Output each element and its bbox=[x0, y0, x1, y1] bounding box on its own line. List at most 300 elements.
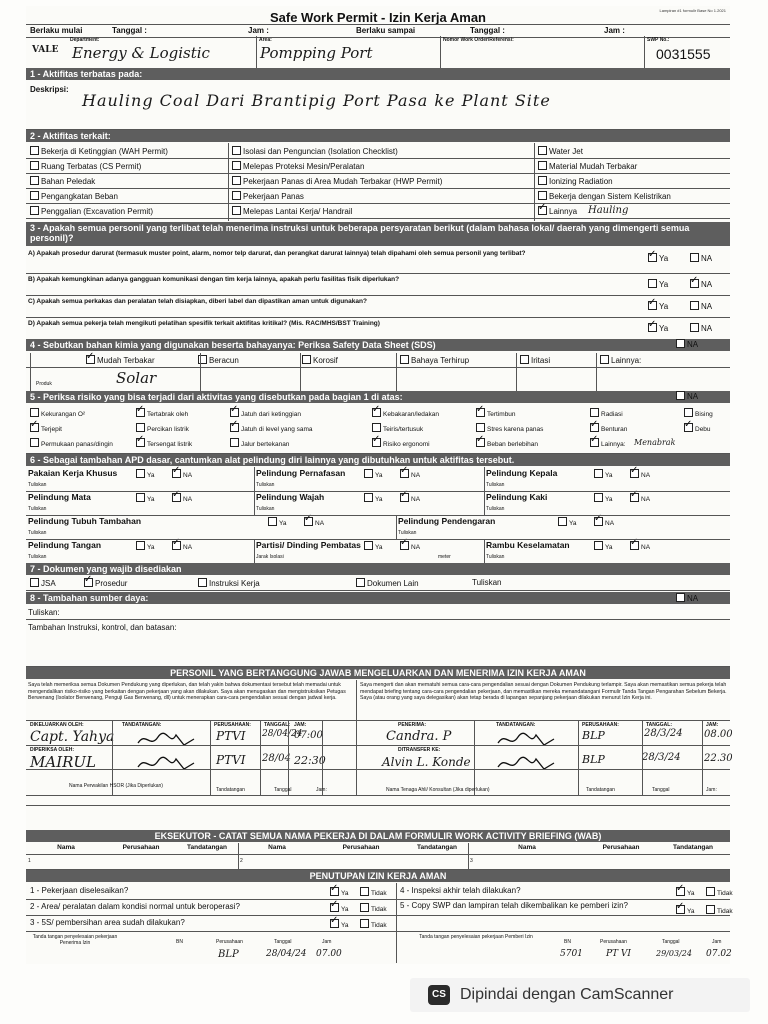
personil-r2_p_jam: 22.30 bbox=[704, 753, 733, 764]
section-1-header: 1 - Aktifitas terbatas pada: bbox=[26, 68, 730, 80]
s5-lainnya-value: Menabrak bbox=[634, 438, 676, 447]
personil-r1_p_perusahaan: BLP bbox=[582, 729, 605, 742]
s2-item bbox=[538, 176, 613, 186]
s2-checkbox[interactable] bbox=[232, 161, 241, 170]
s6-tuliskan: Tuliskan bbox=[256, 506, 275, 512]
penutupan-tidak-checkbox[interactable] bbox=[706, 887, 715, 896]
s5-item bbox=[476, 408, 516, 418]
signature bbox=[496, 753, 556, 773]
s5-checkbox[interactable] bbox=[476, 423, 485, 432]
s6-tuliskan: Tuliskan bbox=[398, 530, 417, 536]
s3-na bbox=[690, 253, 712, 263]
s4-na-checkbox[interactable] bbox=[676, 339, 685, 348]
s6-na-label: NA bbox=[183, 544, 193, 551]
personil-declaration-row bbox=[26, 680, 730, 721]
personil-f-tanggal: Tanggal bbox=[274, 787, 292, 793]
section-7-header: 7 - Dokumen yang wajib disediakan bbox=[26, 563, 730, 575]
jam2-label: Jam : bbox=[604, 26, 625, 35]
s6-ya-label: Ya bbox=[375, 544, 383, 551]
s5-item-label: Jatuh dari ketinggian bbox=[241, 411, 301, 418]
penutupan-grid bbox=[26, 883, 733, 963]
s5-checkbox[interactable] bbox=[590, 438, 599, 447]
s2-item bbox=[232, 206, 352, 216]
s5-checkbox[interactable] bbox=[30, 423, 39, 432]
s6-na-checkbox[interactable] bbox=[172, 493, 181, 502]
s6-na-checkbox[interactable] bbox=[400, 541, 409, 550]
penutupan-ya bbox=[676, 905, 694, 915]
s2-item-label: Isolasi dan Penguncian (Isolation Checklist) bbox=[243, 147, 398, 156]
s4-item bbox=[600, 355, 641, 365]
s5-checkbox[interactable] bbox=[230, 408, 239, 417]
s6-item-label: Rambu Keselamatan bbox=[486, 540, 570, 550]
personil-r2_nama: MAIRUL bbox=[30, 753, 97, 771]
penutupan-tidak-label: Tidak bbox=[371, 906, 387, 913]
s2-item bbox=[30, 161, 141, 171]
s6-ya-checkbox[interactable] bbox=[364, 469, 373, 478]
penutupan-h-perusahaan: Perusahaan bbox=[216, 939, 243, 945]
personil-r-h_perusahaan: PERUSAHAAN: bbox=[582, 722, 619, 728]
s2-item-label: Pengangkatan Beban bbox=[41, 192, 118, 201]
s7-checkbox[interactable] bbox=[356, 578, 365, 587]
eksekutor-grid bbox=[26, 843, 730, 869]
penutupan-tidak-label: Tidak bbox=[371, 890, 387, 897]
s6-na-label: NA bbox=[411, 544, 421, 551]
s6-ya-label: Ya bbox=[375, 496, 383, 503]
s6-na bbox=[172, 493, 192, 503]
s5-item bbox=[230, 423, 313, 433]
s3-question: A) Apakah prosedur darurat (termasuk muster point, alarm, nomor telp darurat, dan perangkat darurat lainnya) telah dipahami oleh semua personil yang terlibat? bbox=[28, 250, 526, 257]
s5-item-label: Teiris/tertusuk bbox=[383, 426, 424, 433]
penutupan-tidak-checkbox[interactable] bbox=[360, 887, 369, 896]
penutupan-ya-checkbox[interactable] bbox=[330, 903, 339, 912]
s6-na bbox=[172, 541, 192, 551]
s5-checkbox[interactable] bbox=[136, 423, 145, 432]
s2-item bbox=[30, 206, 153, 216]
s7-checkbox[interactable] bbox=[30, 578, 39, 587]
s3-na-label: NA bbox=[701, 324, 713, 333]
s5-item-label: Permukaan panas/dingin bbox=[41, 441, 113, 448]
personil-f-tandatangan: Tandatangan bbox=[216, 787, 245, 793]
camscanner-badge bbox=[410, 978, 750, 1012]
s2-item-label: Melepas Proteksi Mesin/Peralatan bbox=[243, 162, 365, 171]
s5-checkbox[interactable] bbox=[30, 408, 39, 417]
s2-item bbox=[30, 146, 168, 156]
penutupan-v-tanggal: 28/04/24 bbox=[266, 949, 307, 959]
section-8-na: NA bbox=[676, 593, 698, 603]
personil-r1_penerima: Candra. P bbox=[386, 729, 452, 744]
s6-ya-checkbox[interactable] bbox=[364, 541, 373, 550]
s6-ya-label: Ya bbox=[375, 472, 383, 479]
eksekutor-col-header: Nama bbox=[268, 844, 286, 851]
s6-ya-checkbox[interactable] bbox=[558, 517, 567, 526]
s5-item bbox=[30, 408, 85, 418]
personil-r2_perusahaan: PTVI bbox=[216, 753, 246, 767]
s6-ya-checkbox[interactable] bbox=[268, 517, 277, 526]
s6-na bbox=[630, 493, 650, 503]
s5-item-label: Radiasi bbox=[601, 411, 623, 418]
s5-item-label: Kebakaran/ledakan bbox=[383, 411, 440, 418]
s3-ya-checkbox[interactable] bbox=[648, 253, 657, 262]
s6-na-label: NA bbox=[605, 520, 615, 527]
area-value: Pompping Port bbox=[260, 44, 373, 62]
s5-item bbox=[684, 423, 711, 433]
s2-checkbox[interactable] bbox=[538, 161, 547, 170]
s6-na-checkbox[interactable] bbox=[630, 493, 639, 502]
personil-r-h_jam: JAM: bbox=[706, 722, 719, 728]
penutupan-ya bbox=[676, 887, 694, 897]
s5-item bbox=[684, 408, 713, 418]
s7-item bbox=[30, 578, 56, 588]
s5-item bbox=[590, 438, 626, 448]
s3-ya bbox=[648, 301, 668, 311]
s5-item-label: Jatuh di level yang sama bbox=[241, 426, 313, 433]
s3-na-checkbox[interactable] bbox=[690, 253, 699, 262]
section-8-tuliskan-row bbox=[26, 605, 730, 620]
s2-checkbox[interactable] bbox=[30, 146, 39, 155]
personil-r1_tanggal: 28/04/24 bbox=[262, 729, 303, 739]
s5-item-label: Debu bbox=[695, 426, 711, 433]
s6-ya bbox=[364, 493, 382, 503]
s4-checkbox[interactable] bbox=[520, 355, 529, 364]
s2-item-label: Material Mudah Terbakar bbox=[549, 162, 638, 171]
s6-na-checkbox[interactable] bbox=[172, 469, 181, 478]
s6-na-label: NA bbox=[641, 472, 651, 479]
s5-checkbox[interactable] bbox=[136, 438, 145, 447]
page-title: Safe Work Permit - Izin Kerja Aman bbox=[269, 10, 486, 25]
penutupan-v2-jam: 07.02 bbox=[706, 949, 732, 959]
penutupan-ya-checkbox[interactable] bbox=[330, 887, 339, 896]
s4-item bbox=[302, 355, 338, 365]
s5-item bbox=[372, 423, 423, 433]
s5-na-checkbox[interactable] bbox=[676, 391, 685, 400]
s6-na-label: NA bbox=[641, 496, 651, 503]
personil-h_perusahaan: PERUSAHAAN: bbox=[214, 722, 251, 728]
s6-na bbox=[400, 469, 420, 479]
s6-tuliskan: Tuliskan bbox=[486, 554, 505, 560]
s5-item-label: Risiko ergonomi bbox=[383, 441, 430, 448]
jam1-label: Jam : bbox=[248, 26, 269, 35]
s2-item-label: Ionizing Radiation bbox=[549, 177, 613, 186]
s5-item-label: Percikan listrik bbox=[147, 426, 189, 433]
s5-checkbox[interactable] bbox=[136, 408, 145, 417]
section-5-na: NA bbox=[676, 391, 698, 401]
s3-ya-checkbox[interactable] bbox=[648, 301, 657, 310]
s2-checkbox[interactable] bbox=[232, 146, 241, 155]
personil-ditransfer: DITRANSFER KE: bbox=[398, 747, 441, 753]
s6-ya-label: Ya bbox=[605, 472, 613, 479]
s6-ya-checkbox[interactable] bbox=[594, 541, 603, 550]
s6-tuliskan: Tuliskan bbox=[28, 482, 47, 488]
s3-na-checkbox[interactable] bbox=[690, 323, 699, 332]
s2-checkbox[interactable] bbox=[538, 191, 547, 200]
swp-number: 0031555 bbox=[656, 46, 711, 62]
s6-na-checkbox[interactable] bbox=[400, 493, 409, 502]
s5-item-label: Beban berlebihan bbox=[487, 441, 538, 448]
s2-checkbox[interactable] bbox=[538, 176, 547, 185]
s6-item-label: Pelindung Kaki bbox=[486, 492, 548, 502]
s4-item-label: Mudah Terbakar bbox=[97, 356, 155, 365]
s3-question: D) Apakah semua pekerja telah mengikuti pelatihan spesifik terkait aktifitas kritikal? (Mis. RAC/MHS/BST Training) bbox=[28, 320, 380, 327]
s3-na bbox=[690, 323, 712, 333]
s6-ya-label: Ya bbox=[147, 544, 155, 551]
s6-na-checkbox[interactable] bbox=[172, 541, 181, 550]
s5-item bbox=[590, 423, 627, 433]
s2-checkbox[interactable] bbox=[30, 176, 39, 185]
s3-question: C) Apakah semua perkakas dan peralatan telah disiapkan, diberi label dan dipastikan aman untuk digunakan? bbox=[28, 298, 367, 305]
s6-meter: meter bbox=[438, 554, 451, 560]
form-reference: Lampiran #1 formulir Base No 1.2021 bbox=[659, 8, 726, 13]
personil-diperiksa: DIPERIKSA OLEH: bbox=[30, 747, 74, 753]
deskripsi-value: Hauling Coal Dari Brantipig Port Pasa ke Plant Site bbox=[82, 91, 551, 110]
s5-item bbox=[476, 423, 543, 433]
tanggal2-label: Tanggal : bbox=[470, 26, 505, 35]
s6-na bbox=[304, 517, 324, 527]
s2-checkbox[interactable] bbox=[538, 146, 547, 155]
s6-ya bbox=[364, 541, 382, 551]
signature bbox=[136, 753, 196, 773]
s4-checkbox[interactable] bbox=[400, 355, 409, 364]
s5-checkbox[interactable] bbox=[590, 408, 599, 417]
s5-checkbox[interactable] bbox=[590, 423, 599, 432]
s8-na-checkbox[interactable] bbox=[676, 593, 685, 602]
penutupan-ya-label: Ya bbox=[341, 890, 349, 897]
s2-item-label: Pekerjaan Panas di Area Mudah Terbakar (HWP Permit) bbox=[243, 177, 443, 186]
personil-r2_penerima: Alvin L. Konde bbox=[382, 755, 471, 769]
s2-item-label: Bekerja di Ketinggian (WAH Permit) bbox=[41, 147, 168, 156]
s5-checkbox[interactable] bbox=[30, 438, 39, 447]
s2-item bbox=[232, 146, 398, 156]
section-7-row bbox=[26, 576, 730, 591]
s2-checkbox[interactable] bbox=[232, 191, 241, 200]
personil-h_tanggal: TANGGAL: bbox=[264, 722, 291, 728]
s5-checkbox[interactable] bbox=[230, 438, 239, 447]
s6-na-label: NA bbox=[411, 472, 421, 479]
s5-item-label: Terjepit bbox=[41, 426, 62, 433]
s6-na bbox=[400, 541, 420, 551]
department-value: Energy & Logistic bbox=[72, 44, 210, 62]
s6-ya bbox=[594, 469, 612, 479]
s5-checkbox[interactable] bbox=[684, 423, 693, 432]
s5-item-label: Bising bbox=[695, 411, 713, 418]
s5-checkbox[interactable] bbox=[372, 423, 381, 432]
s2-checkbox[interactable] bbox=[30, 191, 39, 200]
section-4-header: 4 - Sebutkan bahan kimia yang digunakan beserta bahayanya: Periksa Safety Data Sheet (SDS) bbox=[26, 339, 730, 351]
s2-item-label: Ruang Terbatas (CS Permit) bbox=[41, 162, 142, 171]
personil-r1_p_tanggal: 28/3/24 bbox=[644, 728, 683, 739]
personil-r1_jam: 07:00 bbox=[294, 730, 323, 741]
penutupan-ya-checkbox[interactable] bbox=[676, 905, 685, 914]
s2-checkbox[interactable] bbox=[30, 206, 39, 215]
s6-na-label: NA bbox=[411, 496, 421, 503]
personil-left-text: Saya telah memeriksa semua Dokumen Pendukung yang diperlukan, dan telah yakin bahwa dokumentasi tersebut telah memadai untuk mengendalikan risiko-risiko yang berkaitan dengan pekerjaan yang akan dilakukan. Saya akan menugaskan dan mengistruksikan Petugas Berwenang (Isolator Berwenang, Penguji Gas Berwenang, dll) untuk menerapkan cara-cara pengendalian sesuai dengan jadwal kerja. bbox=[28, 682, 346, 701]
s2-lainnya-value: Hauling bbox=[588, 205, 629, 216]
berlaku-mulai-label: Berlaku mulai bbox=[30, 26, 83, 35]
penutupan-ya-label: Ya bbox=[341, 906, 349, 913]
s7-checkbox[interactable] bbox=[198, 578, 207, 587]
penutupan-q1: 1 - Pekerjaan diselesaikan? bbox=[30, 886, 129, 895]
s6-ya-label: Ya bbox=[605, 496, 613, 503]
s5-checkbox[interactable] bbox=[372, 408, 381, 417]
tanggal1-label: Tanggal : bbox=[112, 26, 147, 35]
s6-na-checkbox[interactable] bbox=[630, 469, 639, 478]
s4-checkbox[interactable] bbox=[600, 355, 609, 364]
section-5-grid bbox=[26, 405, 730, 453]
s2-item bbox=[30, 176, 95, 186]
s6-na-checkbox[interactable] bbox=[400, 469, 409, 478]
s6-item-label: Pelindung Tubuh Tambahan bbox=[28, 516, 142, 526]
penutupan-ya-checkbox[interactable] bbox=[676, 887, 685, 896]
s6-item-label: Pelindung Kepala bbox=[486, 468, 558, 478]
s3-ya-label: Ya bbox=[659, 324, 669, 333]
penutupan-h1: Tanda tangan penyelesaian pekerjaan Penerima Izin bbox=[32, 934, 118, 946]
penutupan-h-perusahaan2: Perusahaan bbox=[600, 939, 627, 945]
s6-na-checkbox[interactable] bbox=[630, 541, 639, 550]
penutupan-h-tanggal2: Tanggal bbox=[662, 939, 680, 945]
s4-item-label: Beracun bbox=[209, 356, 239, 365]
s6-ya-checkbox[interactable] bbox=[364, 493, 373, 502]
s8-tuliskan: Tuliskan: bbox=[28, 608, 60, 617]
s7-item-label: Prosedur bbox=[95, 579, 128, 588]
s2-item-label: Lainnya bbox=[549, 207, 578, 216]
s6-item-label: Pelindung Tangan bbox=[28, 540, 102, 550]
personil-f-jam: Jam: bbox=[316, 787, 327, 793]
personil-r-h_penerima: PENERIMA: bbox=[398, 722, 427, 728]
eksekutor-col-header: Nama bbox=[57, 844, 75, 851]
s6-ya-checkbox[interactable] bbox=[594, 493, 603, 502]
s6-ya bbox=[136, 541, 154, 551]
s7-item bbox=[84, 578, 127, 588]
s5-item bbox=[136, 408, 188, 418]
s6-na bbox=[630, 541, 650, 551]
s5-item bbox=[230, 408, 301, 418]
penutupan-tidak-checkbox[interactable] bbox=[706, 905, 715, 914]
penutupan-h-bn2: BN bbox=[564, 939, 571, 945]
s6-ya-checkbox[interactable] bbox=[136, 469, 145, 478]
s3-ya-label: Ya bbox=[659, 302, 669, 311]
s5-item-label: Benturan bbox=[601, 426, 628, 433]
personil-f-tandatangan2: Tandatangan bbox=[586, 787, 615, 793]
s4-item-label: Korosif bbox=[313, 356, 338, 365]
personil-h_dikeluarkan: DIKELUARKAN OLEH: bbox=[30, 722, 84, 728]
s5-item bbox=[372, 408, 439, 418]
s6-na-label: NA bbox=[641, 544, 651, 551]
s6-na-label: NA bbox=[183, 472, 193, 479]
s4-item-label: Bahaya Terhirup bbox=[411, 356, 470, 365]
s2-item bbox=[538, 161, 637, 171]
personil-f-nama2: Nama Tenaga Ahli/ Konsultan (Jika diperlukan) bbox=[386, 787, 490, 793]
penutupan-tidak-checkbox[interactable] bbox=[360, 903, 369, 912]
personil-grid bbox=[26, 721, 733, 829]
s7-item-label: JSA bbox=[41, 579, 56, 588]
penutupan-tidak bbox=[360, 887, 387, 897]
s3-na-checkbox[interactable] bbox=[690, 301, 699, 310]
s6-ya-checkbox[interactable] bbox=[594, 469, 603, 478]
s3-ya-checkbox[interactable] bbox=[648, 279, 657, 288]
section-3-list bbox=[26, 247, 730, 339]
deskripsi-label: Deskripsi: bbox=[30, 85, 69, 94]
s2-checkbox[interactable] bbox=[538, 206, 547, 215]
s7-item bbox=[198, 578, 260, 588]
s2-item bbox=[232, 191, 304, 201]
penutupan-v-perusahaan: BLP bbox=[218, 949, 239, 960]
s6-na-checkbox[interactable] bbox=[594, 517, 603, 526]
penutupan-tidak bbox=[360, 919, 387, 929]
s6-ya-label: Ya bbox=[147, 472, 155, 479]
s6-tuliskan: Tuliskan bbox=[486, 506, 505, 512]
s6-tuliskan: Tuliskan bbox=[486, 482, 505, 488]
section-6-header: 6 - Sebagai tambahan APD dasar, cantumkan alat pelindung diri lainnya yang dibutuhkan untuk aktifitas tersebut. bbox=[26, 454, 730, 466]
personil-r2_p_perusahaan: BLP bbox=[582, 753, 605, 766]
s6-tuliskan: Tuliskan bbox=[28, 506, 47, 512]
s6-na bbox=[594, 517, 614, 527]
s4-checkbox[interactable] bbox=[86, 355, 95, 364]
s3-ya-checkbox[interactable] bbox=[648, 323, 657, 332]
s6-item-label: Pelindung Wajah bbox=[256, 492, 325, 502]
berlaku-sampai-label: Berlaku sampai bbox=[356, 26, 416, 35]
personil-r2_p_tanggal: 28/3/24 bbox=[642, 752, 681, 763]
s6-ya bbox=[558, 517, 576, 527]
s2-item bbox=[538, 191, 671, 201]
s5-checkbox[interactable] bbox=[372, 438, 381, 447]
camscanner-text: Dipindai dengan CamScanner bbox=[460, 986, 674, 1003]
s5-checkbox[interactable] bbox=[684, 408, 693, 417]
penutupan-tidak-label: Tidak bbox=[371, 922, 387, 929]
penutupan-v2-tanggal: 29/03/24 bbox=[656, 949, 692, 958]
penutupan-ya-label: Ya bbox=[687, 890, 695, 897]
s7-checkbox[interactable] bbox=[84, 578, 93, 587]
s3-na-checkbox[interactable] bbox=[690, 279, 699, 288]
personil-r1_p_jam: 08.00 bbox=[704, 729, 733, 740]
s3-na-label: NA bbox=[701, 254, 713, 263]
s5-checkbox[interactable] bbox=[230, 423, 239, 432]
penutupan-tidak-checkbox[interactable] bbox=[360, 919, 369, 928]
s2-item-label: Penggalian (Excavation Permit) bbox=[41, 207, 154, 216]
s6-item-label: Pelindung Pernafasan bbox=[256, 468, 346, 478]
s2-checkbox[interactable] bbox=[232, 206, 241, 215]
swp-no-label: SWP No.: bbox=[647, 37, 670, 43]
s6-ya-checkbox[interactable] bbox=[136, 541, 145, 550]
s6-tuliskan: Tuliskan bbox=[28, 554, 47, 560]
s6-ya bbox=[594, 541, 612, 551]
s2-checkbox[interactable] bbox=[232, 176, 241, 185]
section-4-grid bbox=[26, 353, 730, 391]
s2-item bbox=[232, 176, 442, 186]
penutupan-ya-checkbox[interactable] bbox=[330, 919, 339, 928]
penutupan-ya-label: Ya bbox=[341, 922, 349, 929]
s6-na-checkbox[interactable] bbox=[304, 517, 313, 526]
area-label: Area: bbox=[259, 37, 272, 43]
s5-item bbox=[590, 408, 623, 418]
s6-ya-label: Ya bbox=[605, 544, 613, 551]
s4-item bbox=[86, 355, 155, 365]
s6-item-label: Pakaian Kerja Khusus bbox=[28, 468, 118, 478]
s5-item-label: Stres karena panas bbox=[487, 426, 544, 433]
s2-item-label: Water Jet bbox=[549, 147, 583, 156]
s6-ya-checkbox[interactable] bbox=[136, 493, 145, 502]
s3-ya bbox=[648, 279, 668, 289]
personil-f-tanggal2: Tanggal bbox=[652, 787, 670, 793]
s3-ya-label: Ya bbox=[659, 254, 669, 263]
s5-checkbox[interactable] bbox=[476, 438, 485, 447]
s2-checkbox[interactable] bbox=[30, 161, 39, 170]
penutupan-h-tanggal: Tanggal bbox=[274, 939, 292, 945]
s5-checkbox[interactable] bbox=[476, 408, 485, 417]
personil-h_jam: JAM: bbox=[294, 722, 307, 728]
s4-checkbox[interactable] bbox=[302, 355, 311, 364]
vale-logo: VALE bbox=[32, 45, 59, 55]
s7-item-label: Instruksi Kerja bbox=[209, 579, 260, 588]
personil-header: PERSONIL YANG BERTANGGUNG JAWAB MENGELUARKAN DAN MENERIMA IZIN KERJA AMAN bbox=[26, 667, 730, 679]
